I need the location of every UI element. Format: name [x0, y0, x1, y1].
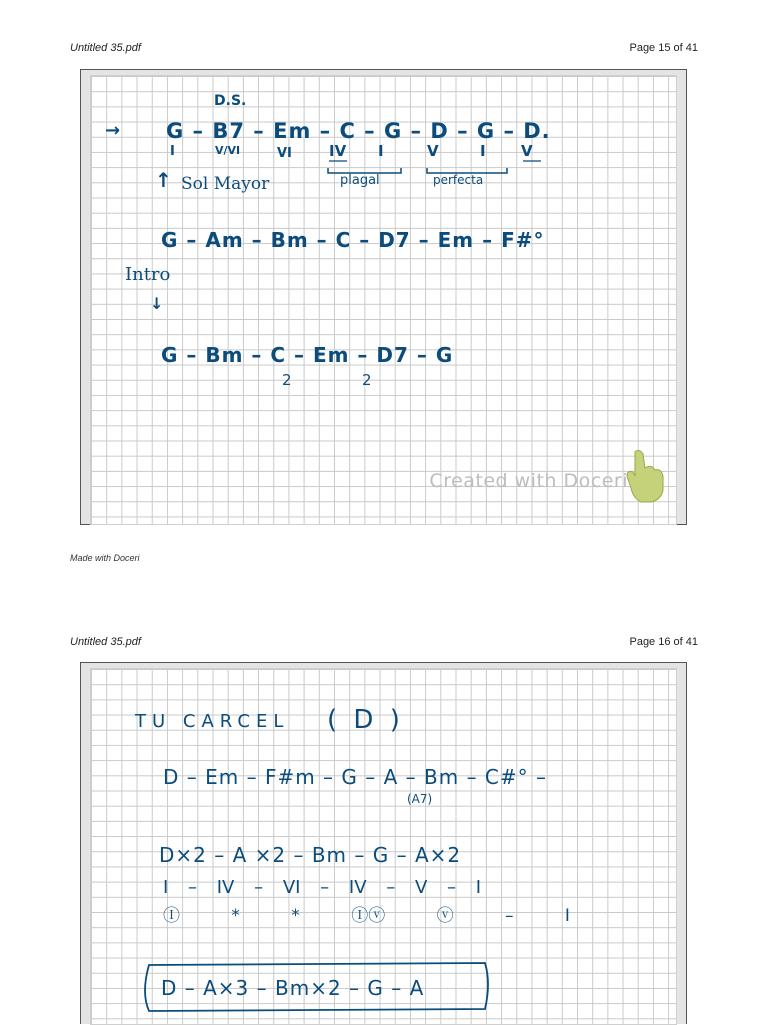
pdf-filename: Untitled 35.pdf	[70, 42, 141, 54]
up-arrow-icon: ↑	[155, 168, 172, 192]
roman-row-1: I – IV – VI – IV – V – I	[163, 877, 482, 898]
roman-numeral: VI	[277, 146, 292, 161]
page-number-label: Page 16 of 41	[629, 636, 698, 648]
progression-1: D – Em – F#m – G – A – Bm – C#° –	[163, 765, 548, 789]
arrow-right-icon: →	[105, 120, 121, 141]
song-title: TU CARCEL	[135, 711, 290, 732]
progression-1-sub: (A7)	[407, 792, 433, 806]
made-with-footer: Made with Doceri	[70, 553, 140, 563]
progression-1: G – B7 – Em – C – G – D – G – D.	[166, 119, 551, 143]
doceri-page-15	[80, 69, 687, 525]
pdf-filename: Untitled 35.pdf	[70, 636, 141, 648]
roman-numeral: I	[170, 144, 175, 159]
roman-numeral: I	[480, 142, 486, 160]
progression-2: D×2 – A ×2 – Bm – G – A×2	[159, 843, 462, 867]
song-key: ( D )	[327, 705, 404, 735]
doceri-page-16	[80, 662, 687, 1024]
cadence-brackets	[81, 70, 686, 200]
boxed-progression: D – A×3 – Bm×2 – G – A	[161, 976, 425, 1000]
repeat-count: 2	[362, 371, 372, 389]
doceri-watermark: Created with Doceri	[429, 470, 628, 492]
roman-row-2: Ⓘ * * Ⓘⓥ ⓥ – I	[163, 906, 570, 926]
down-arrow-icon: ↓	[150, 294, 164, 313]
intro-label: Intro	[125, 264, 171, 285]
repeat-count: 2	[282, 371, 292, 389]
roman-numeral: I	[378, 142, 384, 160]
roman-numeral: V/VI	[215, 144, 241, 157]
roman-numeral: V	[521, 142, 533, 160]
cadence-label: plagal	[340, 173, 380, 188]
progression-2: G – Am – Bm – C – D7 – Em – F#°	[161, 228, 545, 252]
roman-numeral: IV	[329, 142, 347, 160]
key-label: Sol Mayor	[181, 174, 270, 194]
boxed-progression-frame	[81, 663, 686, 1025]
ds-marker: D.S.	[214, 93, 247, 109]
page-number-label: Page 15 of 41	[629, 42, 698, 54]
roman-numeral: V	[427, 142, 439, 160]
cadence-label: perfecta	[433, 173, 484, 187]
progression-3: G – Bm – C – Em – D7 – G	[161, 343, 454, 367]
doceri-hand-icon	[621, 446, 671, 506]
